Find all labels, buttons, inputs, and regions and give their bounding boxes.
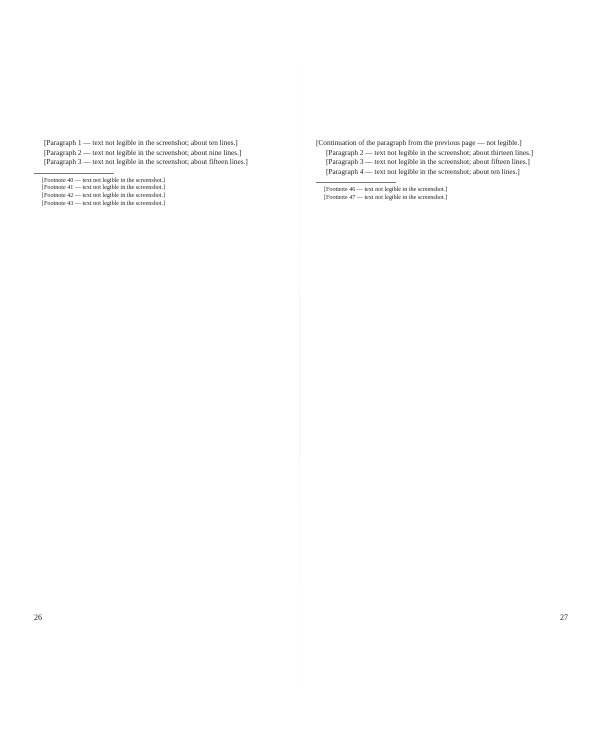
right-paragraph-2: [Paragraph 2 — text not legible in the screenshot; about thirteen lines.] — [326, 147, 534, 157]
right-footnotes — [316, 187, 568, 202]
footnote-40: [Footnote 40 — text not legible in the screenshot.] — [42, 177, 166, 184]
page-number-right: 27 — [560, 613, 568, 622]
right-body-text — [316, 138, 568, 176]
left-paragraph-3: [Paragraph 3 — text not legible in the screenshot; about fifteen lines.] — [44, 157, 248, 167]
footnote-42: [Footnote 42 — text not legible in the screenshot.] — [42, 192, 166, 199]
left-footnotes — [34, 178, 286, 208]
left-body-text — [34, 138, 286, 167]
right-page — [300, 0, 600, 750]
footnote-46: [Footnote 46 — text not legible in the screenshot.] — [324, 187, 448, 194]
page-number-left: 26 — [34, 613, 42, 622]
footnote-43: [Footnote 43 — text not legible in the screenshot.] — [42, 200, 166, 207]
left-paragraph-1: [Paragraph 1 — text not legible in the screenshot; about ten lines.] — [44, 138, 238, 147]
footnote-47: [Footnote 47 — text not legible in the screenshot.] — [324, 194, 448, 201]
right-paragraph-3: [Paragraph 3 — text not legible in the screenshot; about fifteen lines.] — [326, 157, 530, 167]
left-paragraph-2: [Paragraph 2 — text not legible in the screenshot; about nine lines.] — [44, 147, 242, 157]
footnote-41: [Footnote 41 — text not legible in the screenshot.] — [42, 185, 166, 192]
right-paragraph-1: [Continuation of the paragraph from the previous page — not legible.] — [316, 138, 522, 147]
right-paragraph-4: [Paragraph 4 — text not legible in the screenshot; about ten lines.] — [326, 166, 520, 176]
